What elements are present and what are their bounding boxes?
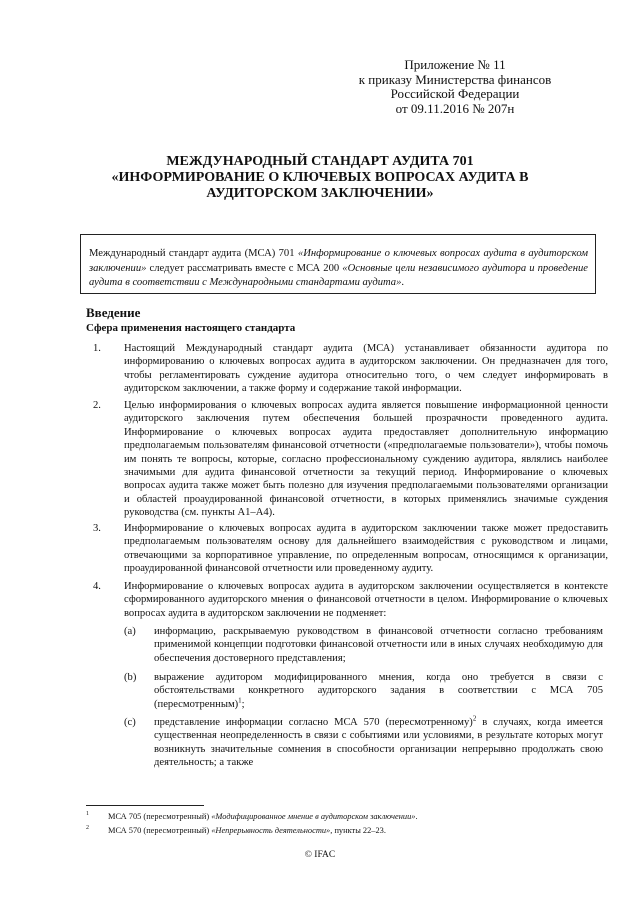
- note-title-200: «Основные цели независимого аудитора и проведение аудита в соответствии с Международными стандартами аудита»: [89, 262, 588, 288]
- footnote-italic: «Непрерывность деятельности»: [211, 826, 331, 835]
- subitem-c-text-2: в случаях, когда имеется существенная неопределенность в связи с событиями или условиями, в результате которых могут возникнуть значительные сомнения в способности организации непрерывно продолжать свою деятельность; а также: [154, 717, 603, 769]
- paragraph-number: 1.: [93, 343, 101, 354]
- subitem-b-text: выражение аудитором модифицированного мнения, когда оно требуется в связи с обстоятельствами конкретного аудиторского задания в соответствии с МСА 705 (пересмотренным): [154, 672, 603, 710]
- footnote-separator: [86, 805, 204, 806]
- footnote-end: .: [415, 812, 418, 821]
- subitem-text: [154, 671, 603, 711]
- paragraph-number: 2.: [93, 400, 101, 411]
- appendix-date: от 09.11.2016 № 207н: [395, 100, 515, 116]
- footnote-italic: «Модифицированное мнение в аудиторском заключении»: [211, 812, 416, 821]
- document-title: [80, 154, 560, 202]
- subitem-c-text-1: представление информации согласно МСА 570 (пересмотренному): [154, 717, 473, 728]
- footnote-ref-2: 2: [472, 714, 477, 723]
- subitem-text: информацию, раскрываемую руководством в финансовой отчетности согласно требованиям применимой концепции подготовки финансовой отчетности или в иных случаях необходимую для обеспечения достоверного представления;: [154, 626, 603, 664]
- note-text-3: .: [401, 277, 405, 288]
- title-line-2: «ИНФОРМИРОВАНИЕ О КЛЮЧЕВЫХ ВОПРОСАХ АУДИТА В: [111, 170, 529, 185]
- subitem-b-end: ;: [241, 698, 245, 710]
- note-title-701: «Информирование о ключевых вопросах аудита в аудиторском заключении»: [89, 248, 588, 274]
- heading-introduction: Введение: [86, 305, 141, 320]
- footnote-end: , пункты 22–23.: [330, 826, 386, 835]
- subitem-label: (a): [124, 626, 136, 637]
- note-text-2: следует рассматривать вместе с МСА 200: [146, 262, 343, 274]
- title-line-1: МЕЖДУНАРОДНЫЙ СТАНДАРТ АУДИТА 701: [166, 154, 474, 169]
- footnote-text: [108, 826, 386, 836]
- reading-note-box: [80, 234, 596, 294]
- footnote-text: [108, 812, 418, 822]
- note-text-1: Международный стандарт аудита (МСА) 701: [89, 248, 298, 259]
- footnote-number: 1: [86, 811, 89, 817]
- footnote-plain: МСА 705 (пересмотренный): [108, 812, 212, 821]
- footnote-plain: МСА 570 (пересмотренный): [108, 826, 212, 835]
- appendix-header: [355, 58, 555, 116]
- subitem-label: (b): [124, 672, 137, 683]
- paragraph-text: Информирование о ключевых вопросах аудита в аудиторском заключении также может предоставить предполагаемым пользователям основу для дальнейшего взаимодействия с руководством и лицами, отвечающими за корпоративное управление, по определенным вопросам, относящимся к организации, проаудированной финансовой отчетности или проведенному аудиту.: [124, 523, 608, 575]
- title-line-3: АУДИТОРСКОМ ЗАКЛЮЧЕНИИ»: [206, 186, 434, 201]
- paragraph-text: Настоящий Международный стандарт аудита (МСА) устанавливает обязанности аудитора по информированию о ключевых вопросах аудита в аудиторском заключении. Он предназначен для того, чтобы регламентировать суждение аудитора относительно того, о чем следует информировать в аудиторском заключении, а также форму и содержание такой информации.: [124, 343, 608, 395]
- paragraph-number: 4.: [93, 581, 101, 592]
- heading-scope: Сфера применения настоящего стандарта: [86, 322, 296, 334]
- paragraph-number: 3.: [93, 523, 101, 534]
- page-footer-copyright: © IFAC: [304, 850, 336, 860]
- appendix-country: Российской Федерации: [390, 86, 520, 101]
- subitem-label: (c): [124, 717, 136, 728]
- paragraph-text: Целью информирования о ключевых вопросах аудита является повышение информационной ценности аудиторского заключения путем обеспечения большей прозрачности проведенного аудита. Информирование о ключевых вопросах аудита предоставляет дополнительную информацию предполагаемым пользователям финансовой отчетности («предполагаемые пользователи»), чтобы помочь им понять те вопросы, которые, согласно профессиональному суждению аудитора, являлись наиболее значимыми для аудита финансовой отчетности за текущий период. Информирование о ключевых вопросах аудита также может быть полезно для изучения предполагаемыми пользователями организации и областей проаудированной финансовой отчетности, в которых применялись значимые суждения руководства (см. пункты А1–А4).: [124, 400, 608, 519]
- appendix-number: Приложение № 11: [404, 57, 506, 72]
- paragraph-text: Информирование о ключевых вопросах аудита в аудиторском заключении осуществляется в контексте сформированного аудиторского мнения о финансовой отчетности в целом. Информирование о ключевых вопросах аудита в аудиторском заключении не подменяет:: [124, 581, 608, 619]
- appendix-order-ref: к приказу Министерства финансов: [358, 71, 552, 87]
- footnote-ref-1: 1: [238, 696, 242, 705]
- footnote-number: 2: [86, 825, 89, 831]
- subitem-text: [154, 716, 603, 770]
